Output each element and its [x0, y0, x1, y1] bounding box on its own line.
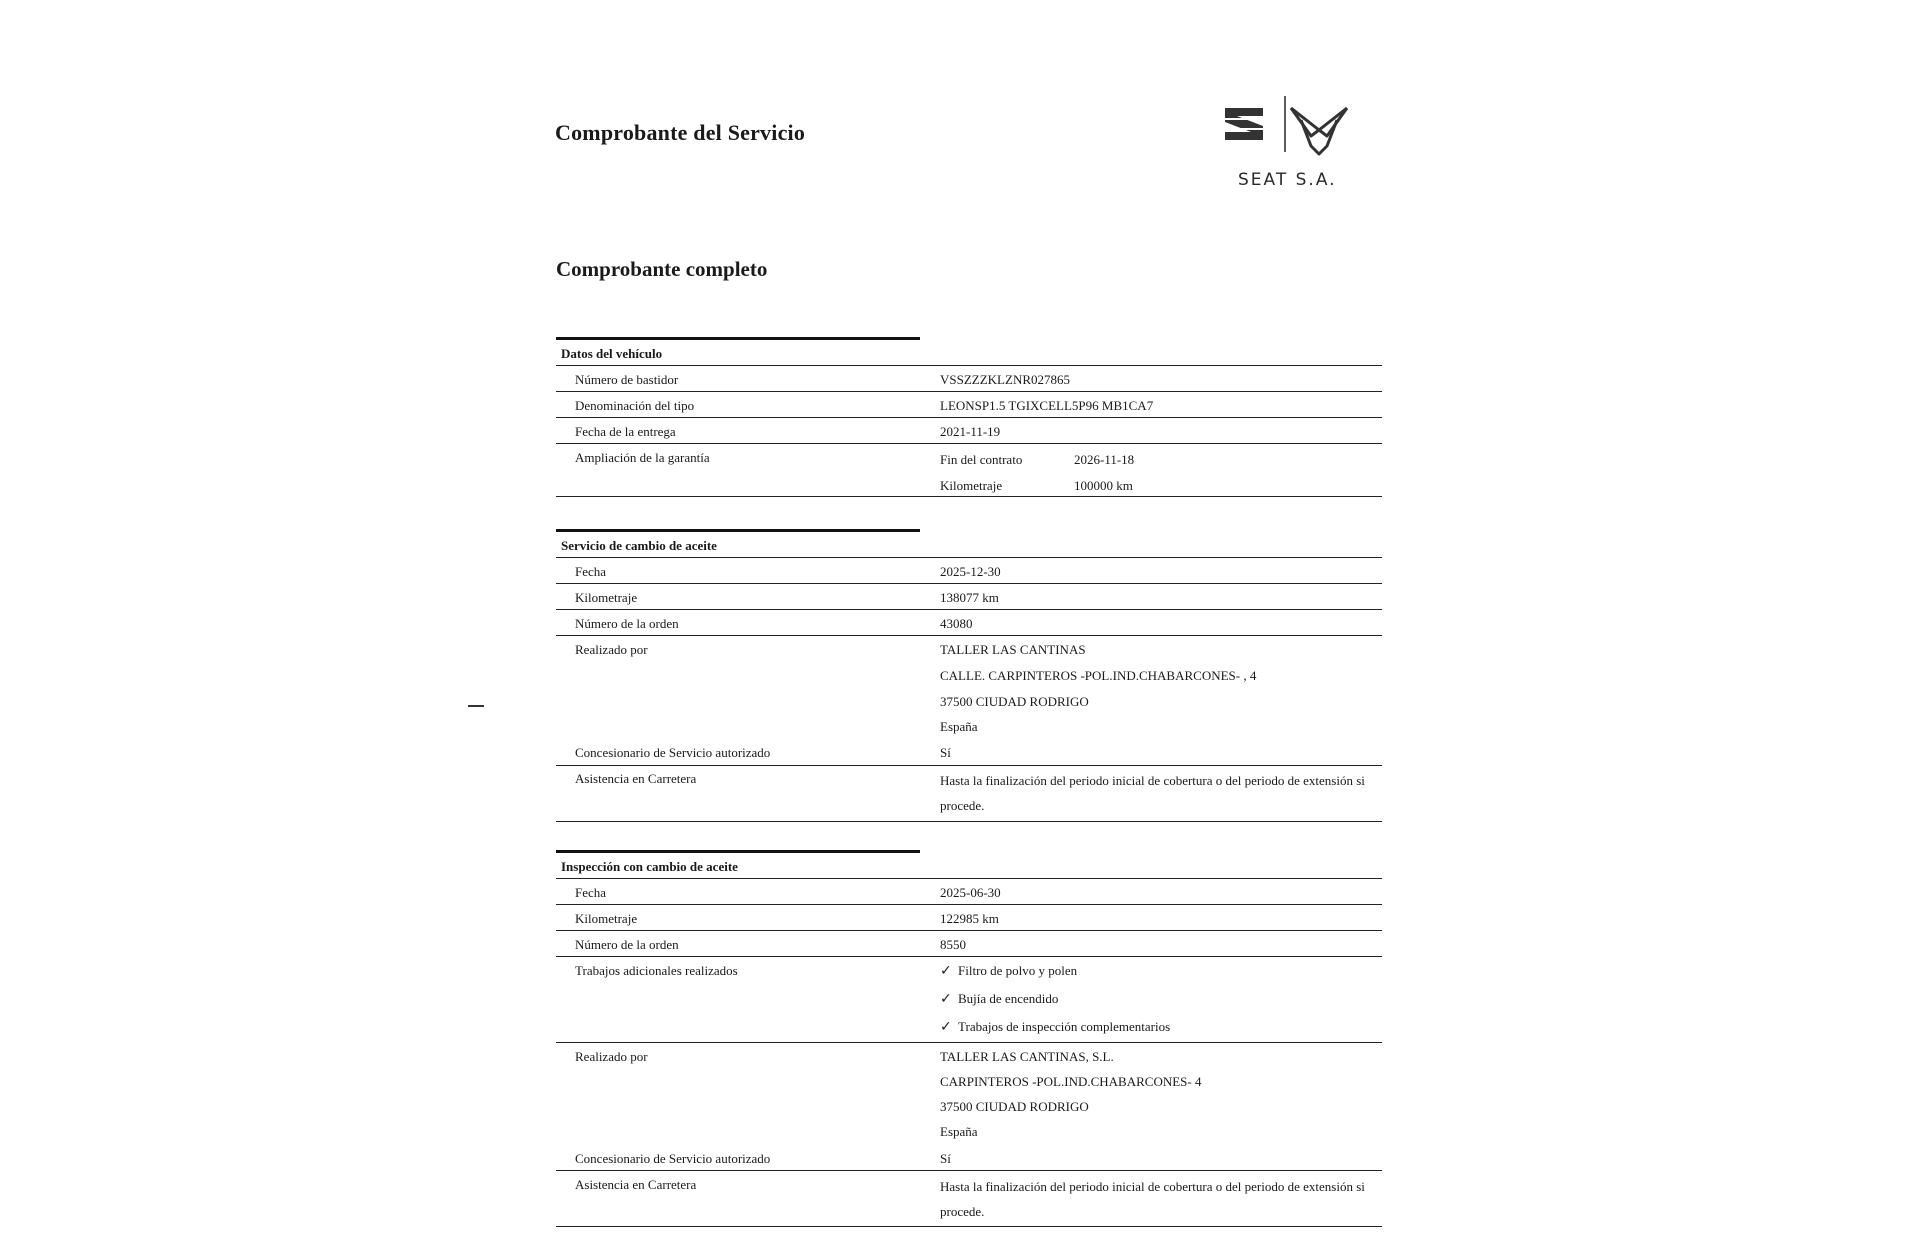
insp-additional-label: Trabajos adicionales realizados [575, 963, 738, 978]
checkmark-icon: ✓ [940, 963, 952, 979]
section-rule [556, 365, 1382, 366]
insp-mileage-value: 122985 km [940, 911, 999, 926]
warranty-label: Ampliación de la garantía [575, 450, 710, 465]
insp-date-label: Fecha [575, 885, 607, 900]
section-rule [556, 557, 1382, 558]
oil-order-value: 43080 [940, 616, 973, 631]
oil-dealer-value: Sí [940, 745, 951, 760]
section-rule [556, 878, 1382, 879]
oil-workshop-name: TALLER LAS CANTINAS [940, 642, 1086, 657]
delivery-value: 2021-11-19 [940, 424, 1001, 439]
row-rule [556, 765, 1382, 766]
seat-logo-icon-shape [1225, 108, 1263, 140]
insp-assistance-value: Hasta la finalización del periodo inicial de cobertura o del periodo de extensión si procede. [940, 1179, 1365, 1219]
additional-item-text: Filtro de polvo y polen [958, 963, 1078, 978]
row-rule [556, 635, 1382, 636]
row-rule [556, 609, 1382, 610]
row-rule [556, 930, 1382, 931]
section-title: Datos del vehículo [561, 346, 663, 361]
additional-item-text: Trabajos de inspección complementarios [958, 1019, 1171, 1034]
vin-value: VSSZZZKLZNR027865 [940, 372, 1070, 387]
document-subtitle: Comprobante completo [556, 257, 768, 281]
row-rule [556, 904, 1382, 905]
insp-dealer-label: Concesionario de Servicio autorizado [575, 1151, 771, 1166]
insp-dealer-value: Sí [940, 1151, 951, 1166]
insp-date-value: 2025-06-30 [940, 885, 1001, 900]
row-rule [556, 583, 1382, 584]
oil-date-value: 2025-12-30 [940, 564, 1001, 579]
additional-item [940, 991, 1058, 1007]
type-label: Denominación del tipo [575, 398, 695, 413]
insp-workshop-name: TALLER LAS CANTINAS, S.L. [940, 1049, 1114, 1064]
row-rule [556, 417, 1382, 418]
document-title: Comprobante del Servicio [555, 120, 806, 145]
checkmark-icon: ✓ [940, 991, 952, 1007]
additional-item [940, 963, 1077, 979]
seat-logo-icon [1215, 96, 1350, 166]
cupra-logo-icon [1291, 108, 1347, 154]
insp-assistance-label: Asistencia en Carretera [575, 1177, 697, 1192]
oil-workshop-city: 37500 CIUDAD RODRIGO [940, 694, 1089, 709]
insp-order-label: Número de la orden [575, 937, 679, 952]
oil-workshop-street: CALLE. CARPINTEROS -POL.IND.CHABARCONES- , 4 [940, 668, 1257, 683]
section-bar [556, 337, 920, 340]
section-bar [556, 529, 920, 532]
row-rule [556, 821, 1382, 822]
scan-mark [468, 705, 484, 707]
insp-workshop-city: 37500 CIUDAD RODRIGO [940, 1099, 1089, 1114]
oil-mileage-value: 138077 km [940, 590, 999, 605]
insp-performed-label: Realizado por [575, 1049, 648, 1064]
row-rule [556, 956, 1382, 957]
oil-dealer-label: Concesionario de Servicio autorizado [575, 745, 771, 760]
row-rule [556, 1042, 1382, 1043]
oil-assistance-label: Asistencia en Carretera [575, 771, 697, 786]
insp-mileage-label: Kilometraje [575, 911, 638, 926]
oil-service-section [556, 529, 1382, 824]
warranty-mileage-label: Kilometraje [940, 478, 1003, 493]
row-rule [556, 1226, 1382, 1227]
type-value: LEONSP1.5 TGIXCELL5P96 MB1CA7 [940, 398, 1154, 413]
oil-assistance-value: Hasta la finalización del periodo inicial de cobertura o del periodo de extensión si procede. [940, 773, 1365, 813]
vehicle-data-section [556, 337, 1382, 497]
contract-end-label: Fin del contrato [940, 452, 1023, 467]
oil-date-label: Fecha [575, 564, 607, 579]
section-title: Inspección con cambio de aceite [561, 859, 738, 874]
insp-workshop-country: España [940, 1124, 978, 1139]
oil-mileage-label: Kilometraje [575, 590, 638, 605]
row-rule [556, 496, 1382, 497]
company-name: SEAT S.A. [1238, 170, 1337, 190]
section-bar [556, 850, 920, 853]
insp-workshop-street: CARPINTEROS -POL.IND.CHABARCONES- 4 [940, 1074, 1202, 1089]
vin-label: Número de bastidor [575, 372, 679, 387]
oil-performed-label: Realizado por [575, 642, 648, 657]
checkmark-icon: ✓ [940, 1019, 952, 1035]
delivery-label: Fecha de la entrega [575, 424, 676, 439]
contract-end-value: 2026-11-18 [1074, 452, 1135, 467]
row-rule [556, 443, 1382, 444]
warranty-mileage-value: 100000 km [1074, 478, 1133, 493]
insp-order-value: 8550 [940, 937, 966, 952]
row-rule [556, 1170, 1382, 1171]
additional-item-text: Bujía de encendido [958, 991, 1059, 1006]
additional-item [940, 1019, 1170, 1035]
oil-workshop-country: España [940, 719, 978, 734]
row-rule [556, 391, 1382, 392]
oil-order-label: Número de la orden [575, 616, 679, 631]
inspection-section [556, 850, 1382, 1230]
section-title: Servicio de cambio de aceite [561, 538, 717, 553]
